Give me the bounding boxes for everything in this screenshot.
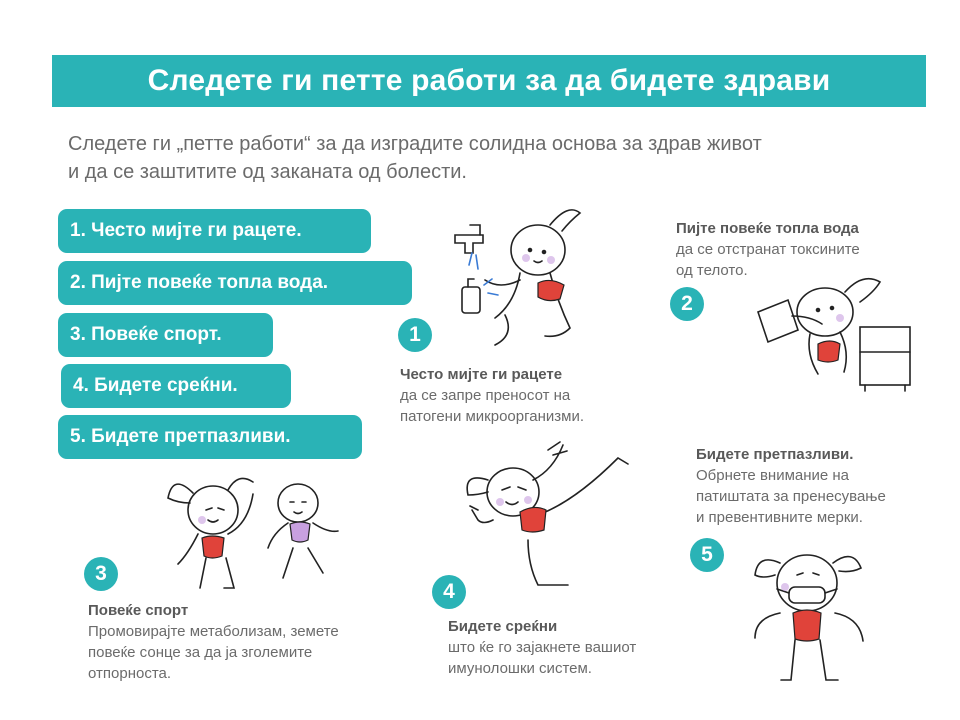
intro-text [68,130,918,186]
step-1-badge: 1 [398,318,432,352]
step-3-line-2: повеќе сонце за да ја зголемите [88,644,313,661]
happy-kick-illustration [458,440,638,595]
step-3-heading: Повеќе спорт [88,602,189,619]
step-4-badge: 4 [432,575,466,609]
step-2-badge: 2 [670,287,704,321]
step-4-line-1: што ќе го зајакнете вашиот [448,639,637,656]
step-5-heading: Бидете претпазливи. [696,446,854,463]
step-4-heading: Бидете среќни [448,618,558,635]
step-4-line-2: имунолошки систем. [448,660,592,677]
intro-line-1: Следете ги „петте работи“ за да изградите солидна основа за здрав живот [68,133,762,155]
tip-pill-exercise: 3. Повеќе спорт. [58,313,273,357]
step-1-caption [400,364,584,427]
handwashing-illustration [450,195,600,350]
step-5-badge: 5 [690,538,724,572]
step-1-heading: Често мијте ги рацете [400,366,563,383]
step-4-caption [448,616,636,679]
tip-pill-wash-hands: 1. Често мијте ги рацете. [58,209,371,253]
step-1-line-2: патогени микроорганизми. [400,408,584,425]
step-2-line-2: од телото. [676,262,748,279]
step-3-badge: 3 [84,557,118,591]
step-3-line-3: отпорноста. [88,665,172,682]
step-3-line-1: Промовирајте метаболизам, земете [88,623,339,640]
tip-pill-drink-water: 2. Пијте повеќе топла вода. [58,261,412,305]
tip-pill-be-careful: 5. Бидете претпазливи. [58,415,362,459]
step-5-caption [696,444,886,528]
exercise-illustration [158,468,358,593]
step-3-caption [88,600,339,684]
step-2-heading: Пијте повеќе топла вода [676,220,859,237]
tip-pill-be-happy: 4. Бидете среќни. [61,364,291,408]
step-5-line-3: и превентивните мерки. [696,509,863,526]
masked-child-illustration [745,535,870,690]
intro-line-2: и да се заштитите од заканата од болести. [68,161,467,183]
step-5-line-1: Обрнете внимание на [696,467,850,484]
page-title: Следете ги петте работи за да бидете здрави [52,55,926,107]
step-5-line-2: патиштата за пренесување [696,488,886,505]
step-2-line-1: да се отстранат токсините [676,241,860,258]
drinking-water-illustration [740,272,920,392]
step-1-line-1: да се запре преносот на [400,387,571,404]
